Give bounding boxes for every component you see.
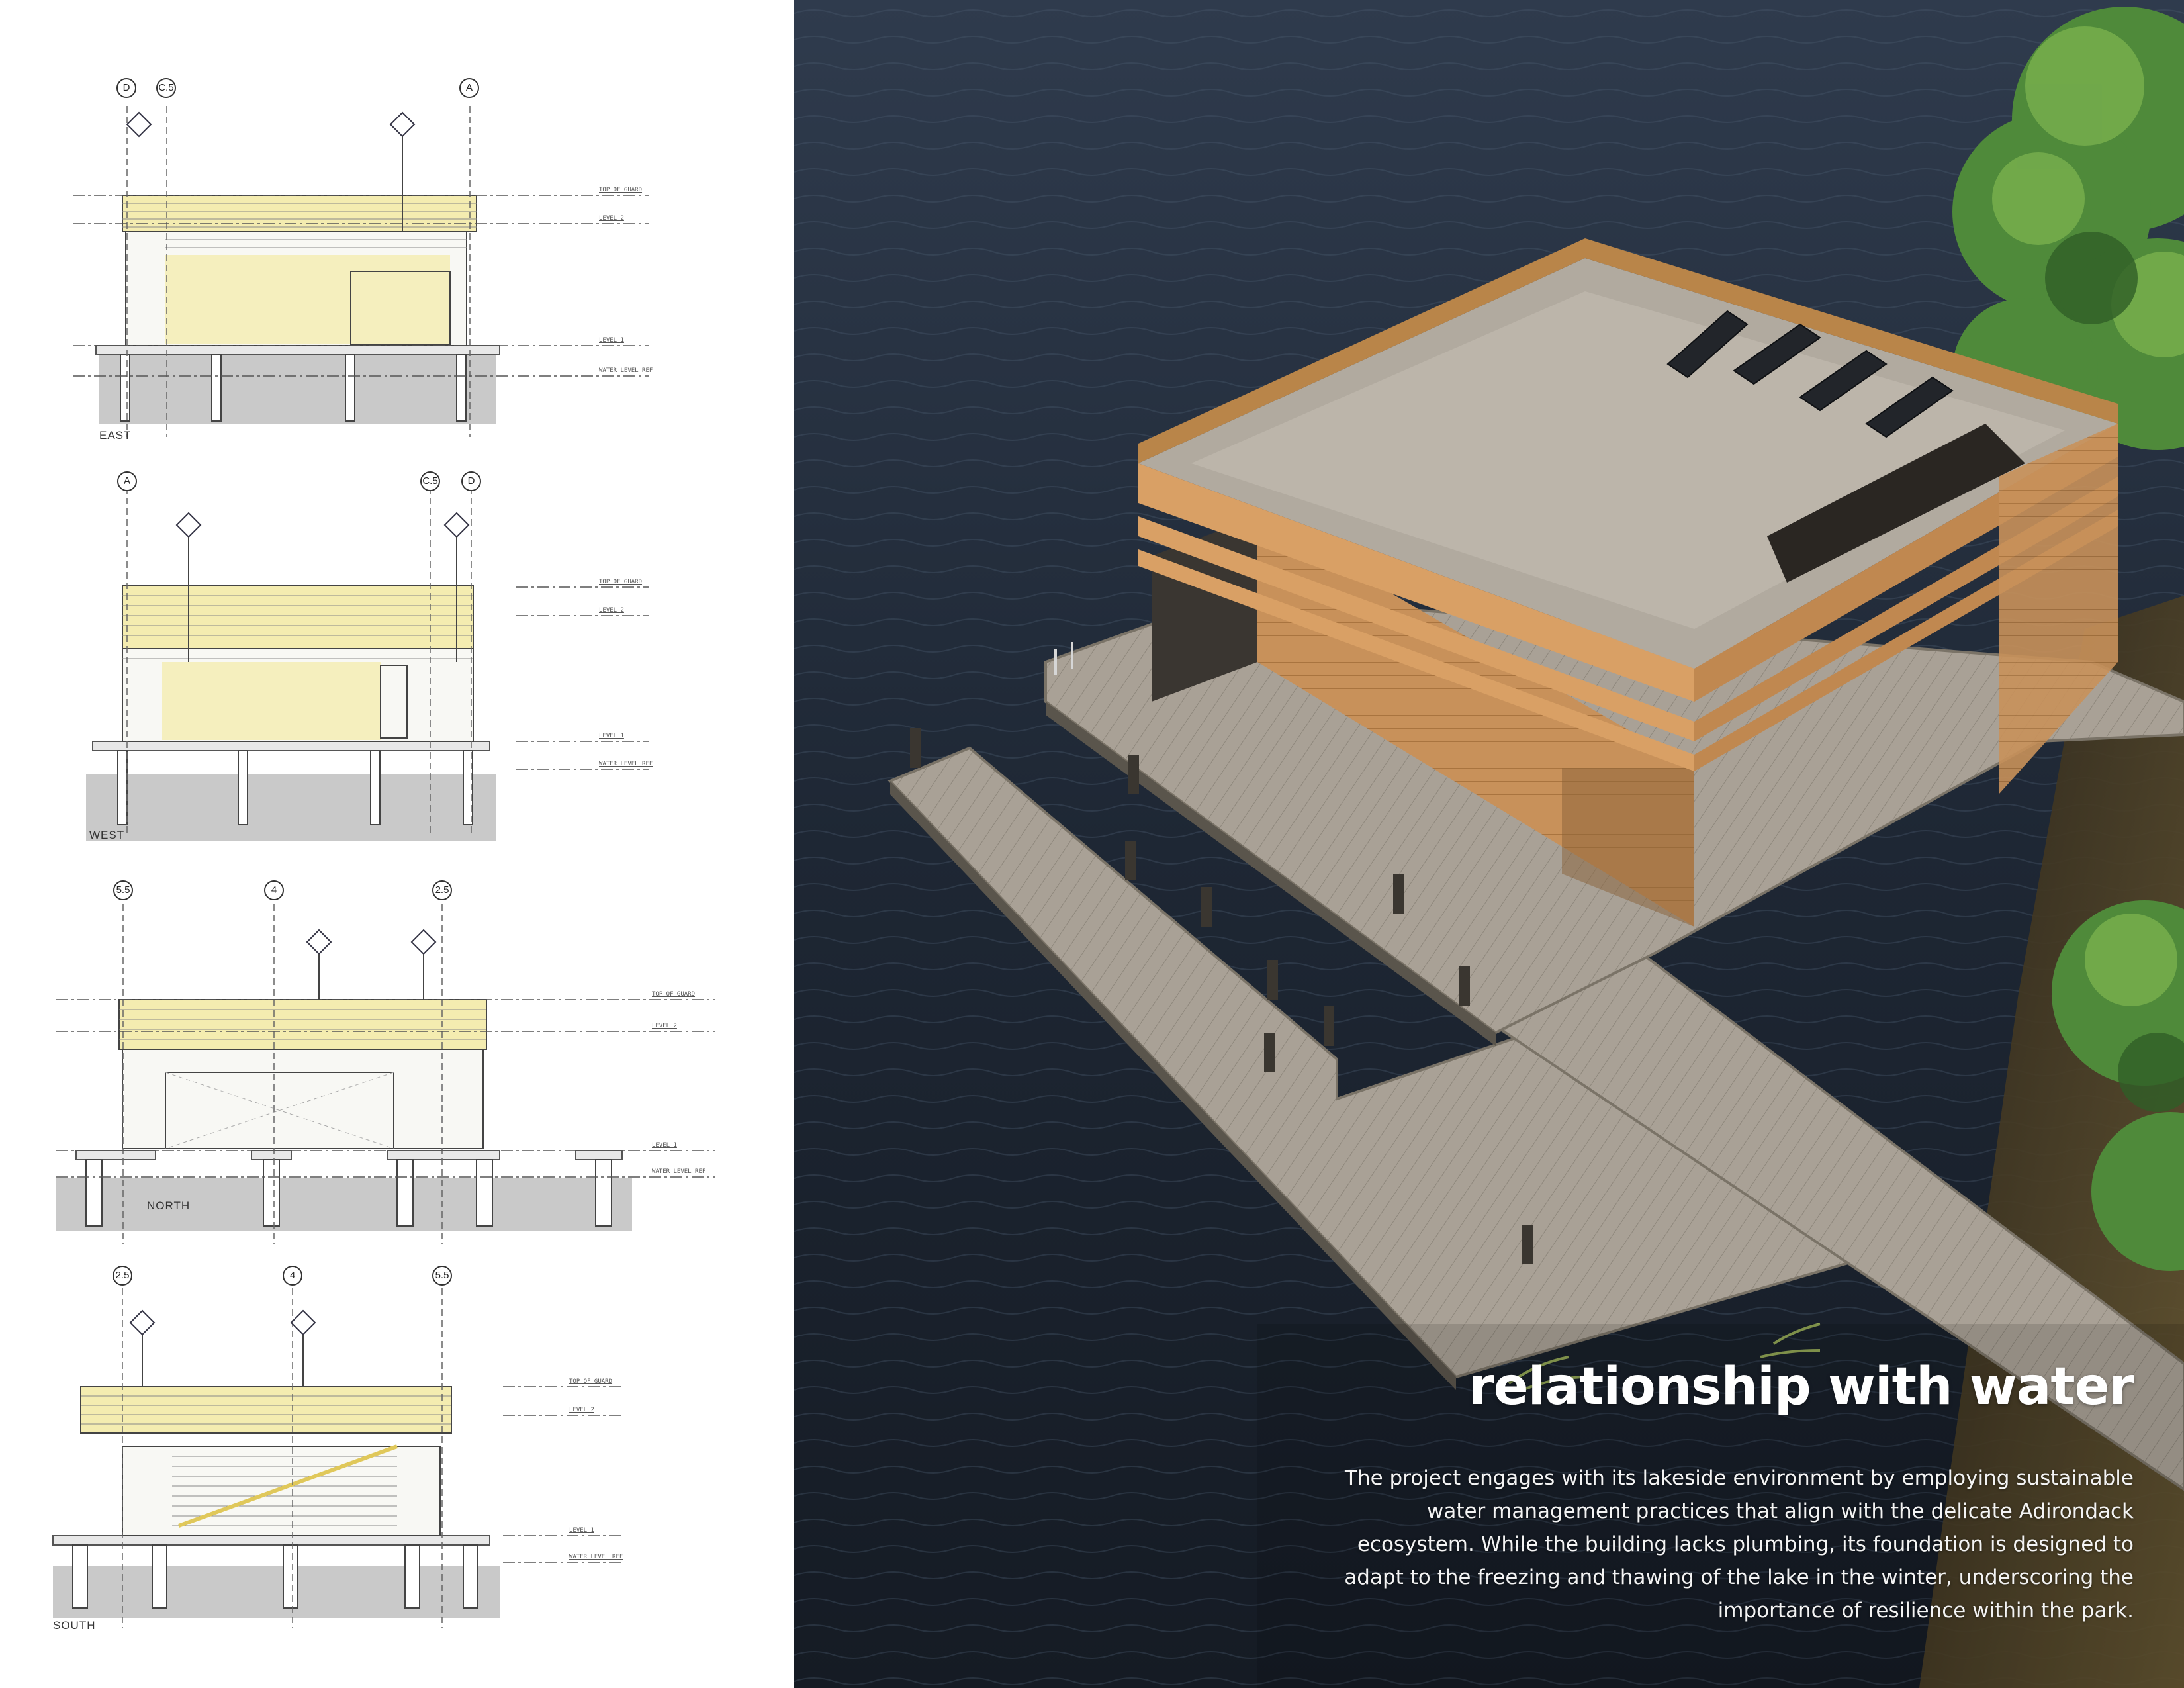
- elevation-drawings-panel: [0, 0, 794, 1688]
- level-tag: WATER LEVEL REF: [599, 761, 653, 767]
- south-elevation: [0, 1258, 794, 1655]
- grid-tag: 5.5: [113, 880, 133, 900]
- west-elevation: [0, 463, 794, 861]
- grid-tag: 2.5: [432, 880, 452, 900]
- grid-tag: 4: [264, 880, 284, 900]
- grid-tag: 2.5: [113, 1266, 132, 1286]
- view-label-north: NORTH: [147, 1199, 191, 1212]
- aerial-boathouse-illustration: [794, 0, 2184, 1688]
- view-label-east: EAST: [99, 429, 132, 442]
- level-tag: WATER LEVEL REF: [569, 1554, 623, 1560]
- level-tag: WATER LEVEL REF: [652, 1168, 706, 1175]
- view-label-west: WEST: [89, 829, 125, 841]
- level-tag: LEVEL 2: [652, 1023, 677, 1029]
- level-tag: LEVEL 2: [599, 607, 624, 614]
- level-tag: TOP OF GUARD: [652, 991, 696, 998]
- level-tag: LEVEL 2: [569, 1407, 594, 1413]
- grid-tag: D: [116, 78, 136, 98]
- section-title: relationship with water: [1469, 1357, 2134, 1417]
- grid-tag: C.5: [420, 471, 440, 491]
- east-elevation-drawing: [0, 66, 794, 463]
- level-tag: WATER LEVEL REF: [599, 367, 653, 374]
- level-tag: LEVEL 2: [599, 215, 624, 222]
- level-tag: LEVEL 1: [599, 733, 624, 739]
- grid-tag: 5.5: [432, 1266, 452, 1286]
- level-tag: TOP OF GUARD: [569, 1378, 613, 1385]
- level-tag: TOP OF GUARD: [599, 187, 643, 193]
- west-elevation-drawing: [0, 463, 794, 861]
- grid-tag: D: [461, 471, 481, 491]
- grid-tag: A: [117, 471, 137, 491]
- grid-tag: 4: [283, 1266, 302, 1286]
- view-label-south: SOUTH: [53, 1619, 96, 1632]
- south-elevation-drawing: [0, 1258, 794, 1655]
- section-body-text: The project engages with its lakeside environment by employing sustainable water management practices that align with the delicate Adirondack ecosystem. While the building lacks plumbing, its foundation is designed to adapt to the freezing and thawing of the lake in the winter, underscoring the importance of resilience within the park.: [1344, 1466, 2134, 1622]
- level-tag: TOP OF GUARD: [599, 579, 643, 585]
- level-tag: LEVEL 1: [569, 1527, 594, 1534]
- level-tag: LEVEL 1: [599, 337, 624, 344]
- level-tag: LEVEL 1: [652, 1142, 677, 1149]
- aerial-photo: [794, 0, 2184, 1688]
- grid-tag: A: [459, 78, 479, 98]
- north-elevation-drawing: [0, 874, 794, 1271]
- north-elevation: [0, 874, 794, 1271]
- grid-tag: C.5: [156, 78, 176, 98]
- east-elevation: [0, 66, 794, 463]
